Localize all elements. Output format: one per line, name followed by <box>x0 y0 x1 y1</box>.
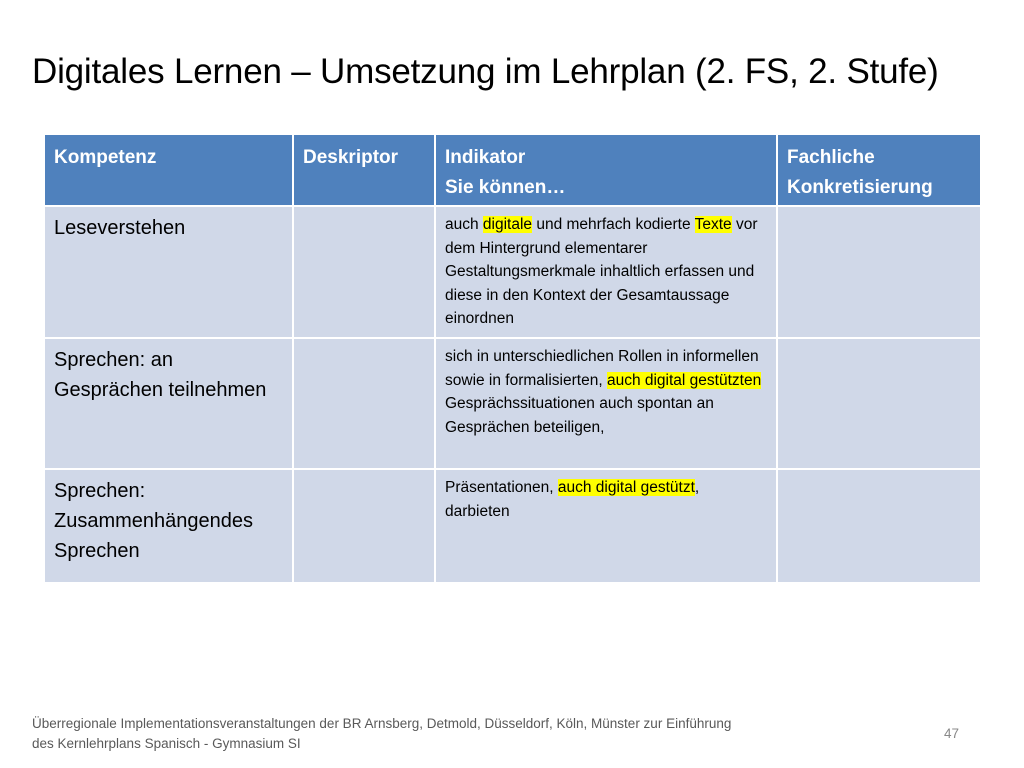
table-row <box>45 469 980 582</box>
cell-konkretisierung <box>777 206 980 338</box>
table-header-row <box>45 135 980 206</box>
cell-konkretisierung <box>777 338 980 469</box>
header-indikator: Indikator Sie können… <box>435 135 777 206</box>
cell-indikator: auch digitale und mehrfach kodierte Texte vor dem Hintergrund elementarer Gestaltungsmerkmale inhaltlich erfassen und diese in den Kontext der Gesamtaussage einordnen <box>435 206 777 338</box>
footer-line-2: des Kernlehrplans Spanisch - Gymnasium SI <box>32 736 301 751</box>
cell-konkretisierung <box>777 469 980 582</box>
highlight-mark: auch digital gestützt <box>557 479 695 496</box>
highlight-mark: auch digital gestützten <box>606 371 762 389</box>
cell-indikator: sich in unterschiedlichen Rollen in informellen sowie in formalisierten, auch digital gestützten Gesprächssituationen auch spontan an Gesprächen beteiligen, <box>435 338 777 469</box>
header-kompetenz: Kompetenz <box>45 135 293 206</box>
cell-deskriptor <box>293 206 435 338</box>
cell-kompetenz: Sprechen: an Gesprächen teilnehmen <box>45 338 293 469</box>
table-row <box>45 206 980 338</box>
page-number: 47 <box>944 726 960 741</box>
header-konkretisierung: Fachliche Konkretisierung <box>777 135 980 206</box>
slide-title: Digitales Lernen – Umsetzung im Lehrplan (2. FS, 2. Stufe) <box>32 52 939 91</box>
cell-kompetenz: Sprechen: Zusammenhängendes Sprechen <box>45 469 293 582</box>
highlight-mark: Texte <box>694 216 732 233</box>
cell-deskriptor <box>293 338 435 469</box>
footer-text <box>32 714 862 754</box>
cell-indikator: Präsentationen, auch digital gestützt, darbieten <box>435 469 777 582</box>
footer-line-1: Überregionale Implementationsveranstaltungen der BR Arnsberg, Detmold, Düsseldorf, Köln, Münster zur Einführung <box>32 716 732 731</box>
curriculum-table <box>45 135 980 582</box>
cell-deskriptor <box>293 469 435 582</box>
highlight-mark: digitale <box>482 216 533 233</box>
header-deskriptor: Deskriptor <box>293 135 435 206</box>
cell-kompetenz: Leseverstehen <box>45 206 293 338</box>
table-row <box>45 338 980 469</box>
